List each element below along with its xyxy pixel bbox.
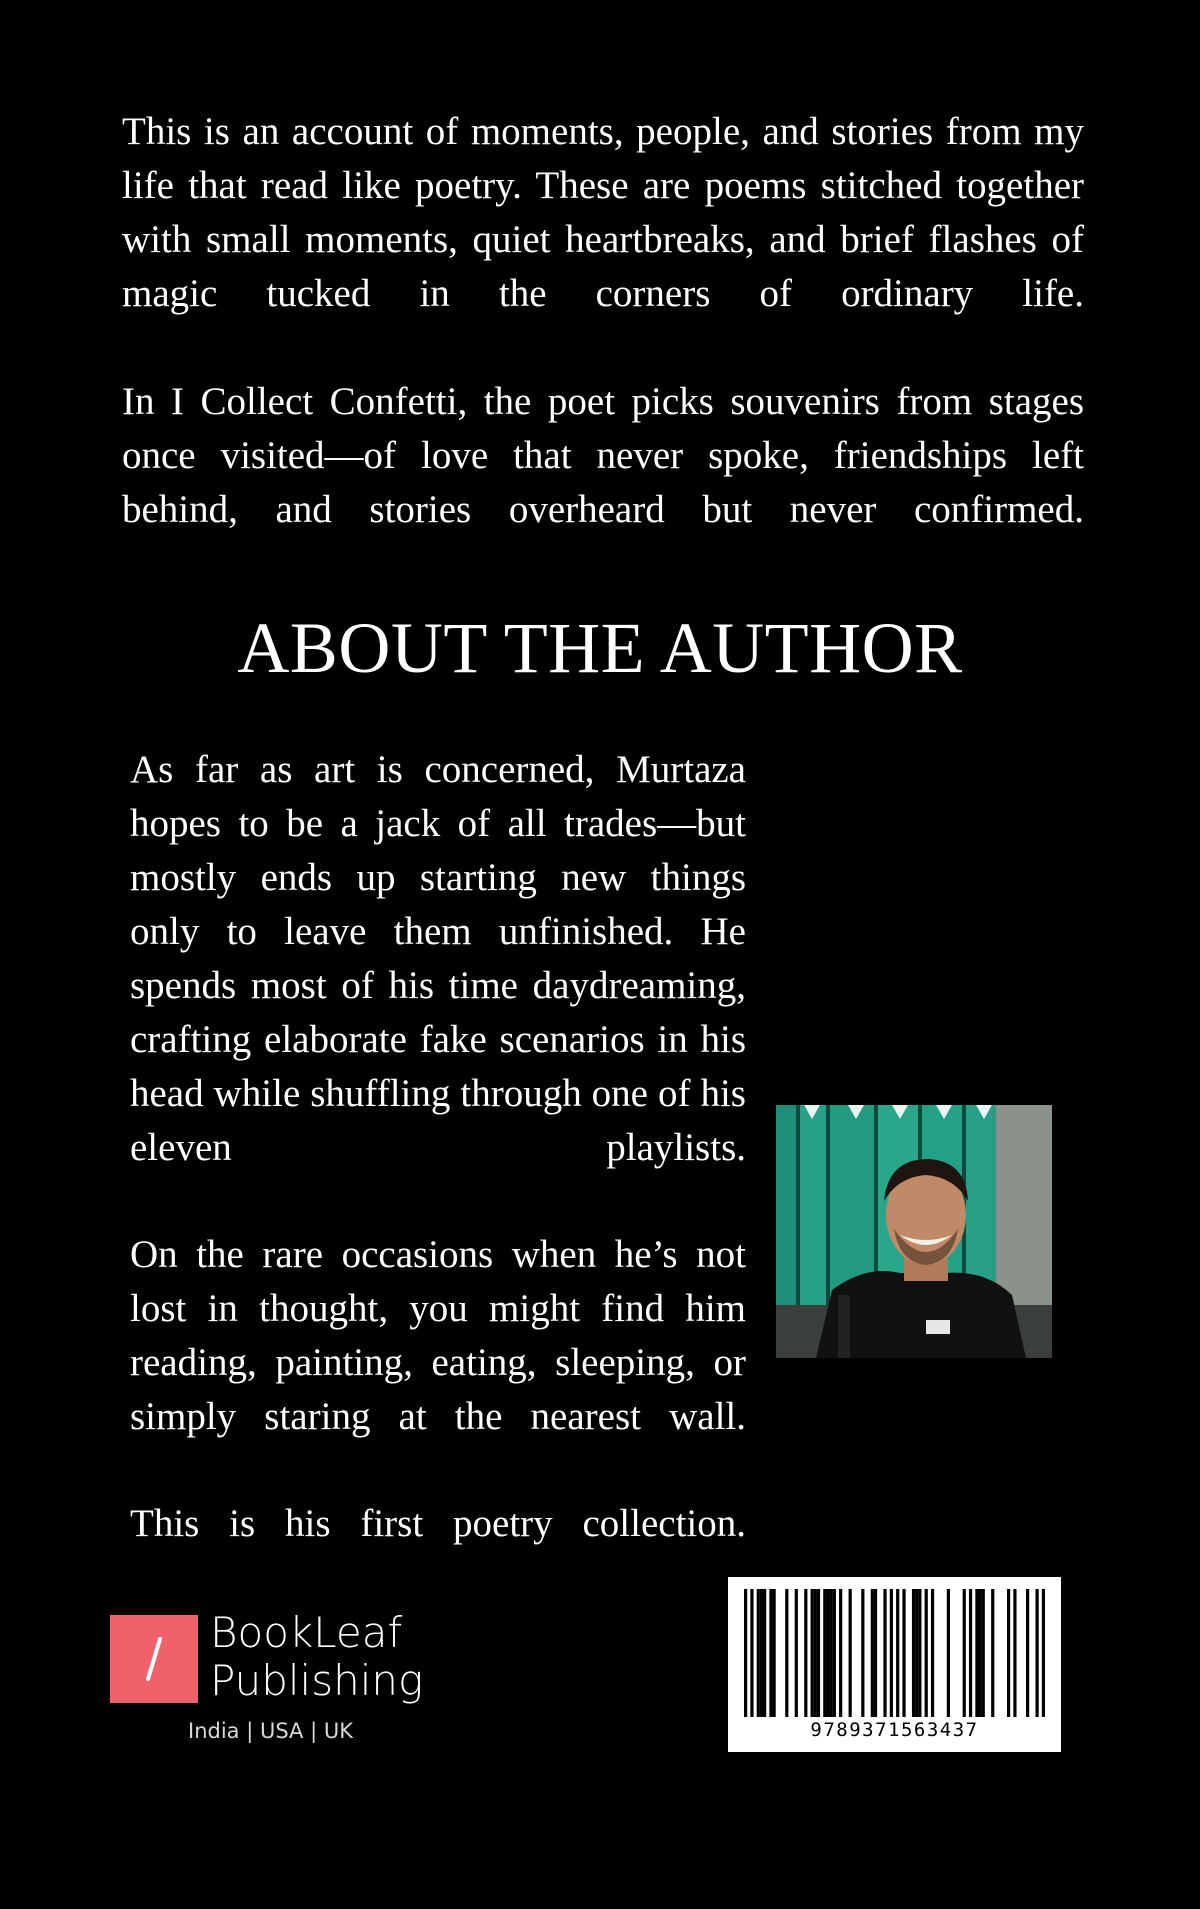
barcode-bars [744, 1589, 1045, 1717]
barcode-bar [947, 1589, 950, 1717]
barcode-bar [963, 1589, 966, 1717]
barcode-bar [830, 1589, 833, 1717]
barcode-bar [773, 1589, 776, 1717]
barcode-bar [861, 1589, 864, 1717]
publisher-name [210, 1609, 423, 1705]
barcode-bar [902, 1589, 905, 1717]
barcode-bar [1007, 1589, 1010, 1717]
barcode-bar [969, 1589, 972, 1717]
blurb-paragraph-1: This is an account of moments, people, and stories from my life that read like poetry. These are poems stitched together with small moments, quiet heartbreaks, and brief flashes of magic tucked in the corners of ordinary life. [122, 110, 1084, 315]
barcode-bar [874, 1589, 877, 1717]
barcode-bar [982, 1589, 985, 1717]
barcode-bar [1026, 1589, 1029, 1717]
barcode-bar [839, 1589, 842, 1717]
barcode-bar [823, 1589, 826, 1717]
barcode-bar [769, 1589, 772, 1717]
blurb-paragraph-2: In I Collect Confetti, the poet picks souvenirs from stages once visited—of love that never spoke, friendships left behind, and stories overheard but never confirmed. [122, 380, 1084, 531]
slash-icon [110, 1615, 198, 1703]
barcode-bar [915, 1589, 918, 1717]
barcode-bar [975, 1589, 978, 1717]
barcode-bar [991, 1589, 994, 1717]
barcode-bar [871, 1589, 874, 1717]
publisher-logo [110, 1607, 440, 1757]
barcode-bar [804, 1589, 807, 1717]
barcode-bar [750, 1589, 753, 1717]
barcode-bar [918, 1589, 921, 1717]
barcode-bar [826, 1589, 829, 1717]
barcode-bar [1042, 1589, 1045, 1717]
publisher-name-line-1: BookLeaf [210, 1608, 403, 1657]
barcode-bar [814, 1589, 817, 1717]
barcode-bar [785, 1589, 788, 1717]
barcode-bar [833, 1589, 836, 1717]
isbn-barcode [728, 1577, 1061, 1752]
barcode-bar [912, 1589, 915, 1717]
barcode-bar [760, 1589, 763, 1717]
barcode-bar [890, 1589, 893, 1717]
barcode-bar [931, 1589, 934, 1717]
barcode-bar [925, 1589, 928, 1717]
author-bio-paragraph-1: As far as art is concerned, Murtaza hopes to be a jack of all trades—but mostly ends up starting new things only to leave them unfinished. He spends most of his time daydreaming, crafting elaborate fake scenarios in his head while shuffling through one of his eleven playlists. [130, 748, 746, 1169]
about-author-heading: ABOUT THE AUTHOR [237, 608, 963, 688]
barcode-bar [811, 1589, 814, 1717]
barcode-bar [849, 1589, 852, 1717]
barcode-bar [744, 1589, 747, 1717]
barcode-bar [1035, 1589, 1038, 1717]
barcode-bar [883, 1589, 886, 1717]
barcode-bar [978, 1589, 981, 1717]
publisher-locations: India | USA | UK [188, 1719, 353, 1743]
barcode-bar [1013, 1589, 1016, 1717]
author-photo [776, 1105, 1052, 1358]
author-bio-paragraph-3: This is his first poetry collection. [130, 1502, 746, 1545]
barcode-bar [817, 1589, 820, 1717]
publisher-name-line-2: Publishing [210, 1656, 424, 1705]
author-bio-paragraph-2: On the rare occasions when he’s not lost in thought, you might find him reading, painting, eating, sleeping, or simply staring at the nearest wall. [130, 1233, 746, 1438]
isbn-number: 9789371563437 [810, 1719, 979, 1741]
barcode-bar [763, 1589, 766, 1717]
barcode-bar [757, 1589, 760, 1717]
barcode-bar [896, 1589, 899, 1717]
barcode-bar [795, 1589, 798, 1717]
